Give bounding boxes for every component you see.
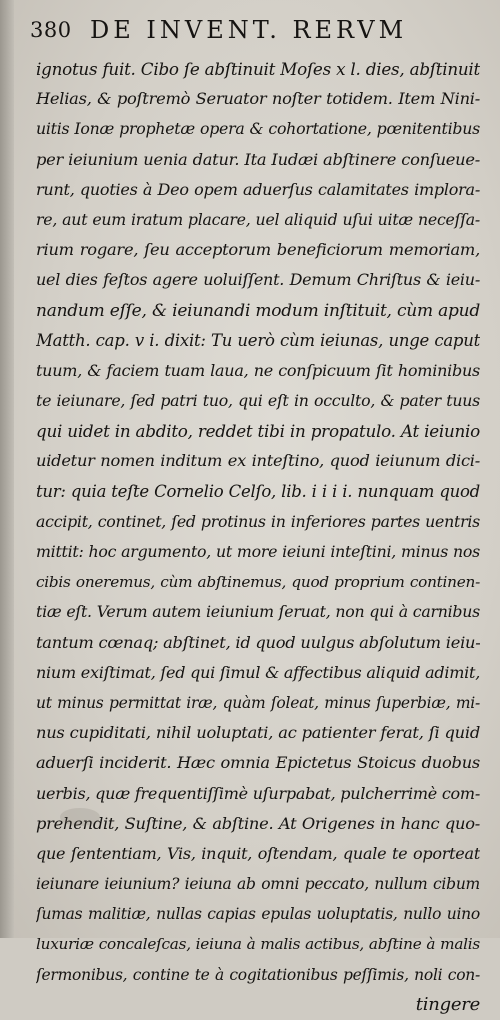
text-line: per ieiunium uenia datur. Ita Iudæi abſtinere conſueue- bbox=[36, 149, 480, 169]
text-line: ut minus permittat iræ, quàm ſoleat, minus ſuperbiæ, mi- bbox=[36, 693, 480, 712]
text-line: que ſententiam, Vis, inquit, oſtendam, quale te oporteat bbox=[36, 843, 480, 863]
catchword: tingere bbox=[415, 993, 480, 1015]
text-line: ſumas malitiæ, nullas capias epulas uoluptatis, nullo uino bbox=[36, 905, 480, 924]
body-text bbox=[36, 54, 480, 1020]
text-line: tuum, & faciem tuam laua, ne conſpicuum ſit hominibus bbox=[36, 360, 480, 380]
text-line: ieiunare ieiunium? ieiuna ab omni peccato, nullum cibum bbox=[36, 875, 480, 894]
text-line: tiæ eſt. Verum autem ieiunium ſeruat, non qui à carnibus bbox=[36, 602, 480, 622]
page-gutter bbox=[0, 0, 14, 938]
text-line: luxuriæ concaleſcas, ieiuna à malis actibus, abſtine à malis bbox=[36, 935, 480, 954]
text-line: ſermonibus, contine te à cogitationibus peſſimis, noli con- bbox=[36, 965, 480, 984]
text-line: nandum eſſe, & ieiunandi modum inſtituit, cùm apud bbox=[36, 300, 480, 321]
page-number: 380 bbox=[30, 18, 72, 42]
text-line: Helias, & poſtremò Seruator noſter totidem. Item Nini- bbox=[36, 89, 480, 109]
text-line: nus cupiditati, nihil uoluptati, ac patienter ferat, ſi quid bbox=[36, 723, 480, 743]
running-head bbox=[30, 14, 470, 44]
text-line: uel dies feſtos agere uoluiſſent. Demum Chriſtus & ieiu- bbox=[36, 270, 480, 290]
text-line: accipit, continet, ſed protinus in inferiores partes uentris bbox=[36, 511, 480, 531]
running-title: DE INVENT. RERVM bbox=[90, 16, 408, 44]
text-line: uidetur nomen inditum ex inteſtino, quod ieiunum dici- bbox=[36, 451, 480, 471]
text-line: tur: quia teſte Cornelio Celſo, lib. i i i i. nunquam quod bbox=[36, 481, 480, 501]
text-line: aduerſi inciderit. Hæc omnia Epictetus Stoicus duobus bbox=[36, 753, 480, 773]
text-line: prehendit, Suſtine, & abſtine. At Origenes in hanc quo- bbox=[36, 813, 480, 833]
text-line: tantum cœnaq; abſtinet, id quod uulgus abſolutum ieiu- bbox=[36, 632, 480, 652]
text-line: rium rogare, ſeu acceptorum beneficiorum memoriam, bbox=[36, 240, 480, 260]
text-line: uitis Ionæ prophetæ opera & cohortatione, pœnitentibus bbox=[36, 119, 480, 139]
text-line: runt, quoties à Deo opem aduerſus calamitates implora- bbox=[36, 179, 480, 199]
text-line: mittit: hoc argumento, ut more ieiuni inteſtini, minus nos bbox=[36, 542, 480, 561]
text-line: Matth. cap. v i. dixit: Tu uerò cùm ieiunas, unge caput bbox=[36, 330, 480, 350]
text-line: te ieiunare, ſed patri tuo, qui eſt in occulto, & pater tuus bbox=[36, 391, 480, 411]
text-line: qui uidet in abdito, reddet tibi in propatulo. At ieiunio bbox=[36, 421, 480, 442]
text-line: uerbis, quæ frequentiſſimè uſurpabat, pulcherrimè com- bbox=[36, 783, 480, 803]
text-line: cibis oneremus, cùm abſtinemus, quod proprium continen- bbox=[36, 573, 480, 592]
paper-stain bbox=[60, 808, 100, 826]
text-line: re, aut eum iratum placare, uel aliquid uſui uitæ neceſſa- bbox=[36, 209, 480, 229]
text-line: ignotus fuit. Cibo ſe abſtinuit Moſes x l. dies, abſtinuit bbox=[36, 59, 480, 79]
text-line: nium exiſtimat, ſed qui ſimul & affectibus aliquid adimit, bbox=[36, 662, 480, 682]
